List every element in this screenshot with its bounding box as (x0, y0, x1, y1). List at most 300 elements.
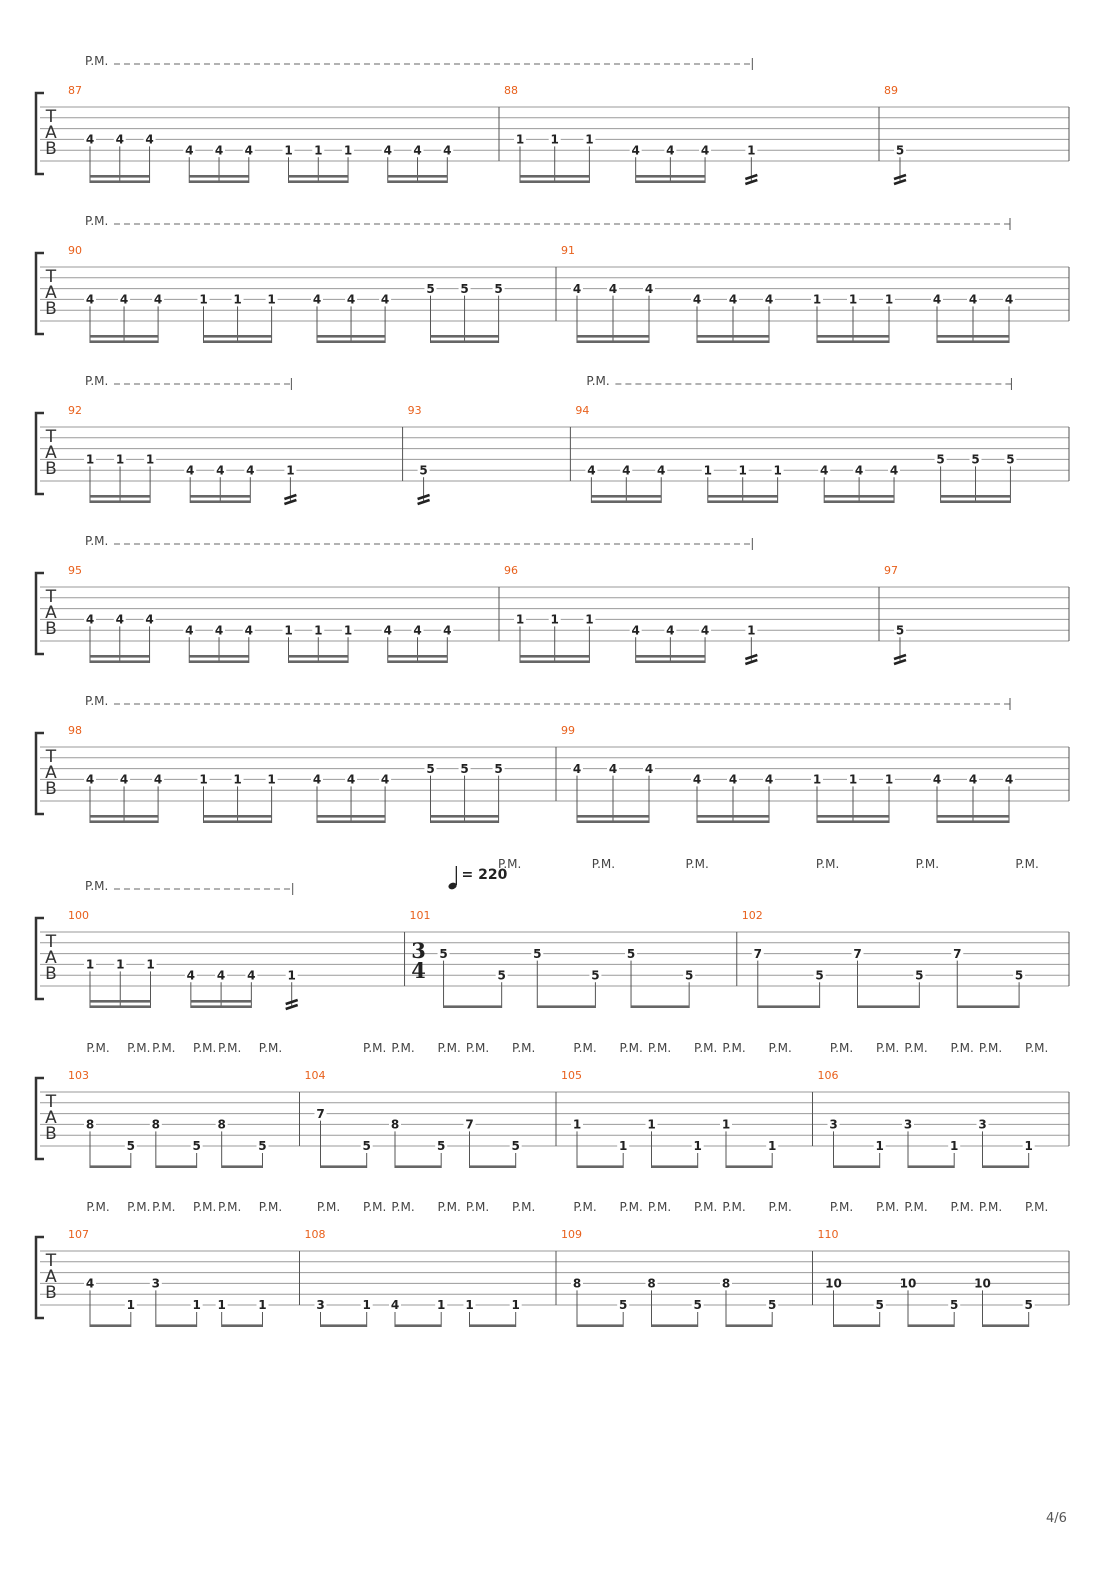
beam (90, 340, 158, 343)
tab-clef-letter: T (45, 932, 57, 952)
palm-mute-label: P.M. (722, 1041, 746, 1055)
fret-number: 4 (587, 463, 596, 478)
system-bracket (36, 253, 44, 334)
fret-number: 5 (1014, 968, 1024, 983)
fret-number: 4 (631, 143, 640, 158)
fret-number: 1 (343, 623, 353, 638)
fret-number: 4 (85, 292, 95, 307)
beam (636, 175, 705, 178)
beam (577, 340, 649, 343)
measure-number: 98 (68, 724, 82, 737)
beam (636, 660, 705, 663)
fret-number: 8 (217, 1117, 226, 1132)
beam (222, 1324, 263, 1327)
fret-number: 4 (608, 761, 618, 776)
fret-number: 1 (343, 143, 353, 158)
fret-number: 1 (465, 1298, 474, 1313)
beam (697, 820, 769, 823)
fret-number: 4 (413, 143, 422, 158)
beam (90, 495, 150, 498)
fret-number: 4 (145, 612, 154, 627)
tab-clef-letter: B (45, 619, 57, 639)
palm-mute-label: P.M. (363, 1041, 387, 1055)
fret-number: 5 (626, 946, 636, 961)
fret-number: 3 (829, 1117, 838, 1132)
fret-number: 1 (1024, 1139, 1033, 1154)
tab-clef-letter: T (45, 1092, 57, 1112)
tab-clef-letter: B (45, 779, 57, 799)
fret-number: 1 (848, 292, 858, 307)
page-number: 4/6 (1046, 1511, 1067, 1526)
beam (321, 1324, 367, 1327)
fret-number: 1 (116, 957, 125, 972)
fret-number: 4 (380, 292, 390, 307)
beam (577, 1165, 623, 1168)
palm-mute-label: P.M. (512, 1041, 536, 1055)
beam (222, 1165, 263, 1168)
fret-number: 5 (460, 281, 469, 296)
fret-number: 1 (721, 1117, 731, 1132)
fret-number: 4 (145, 132, 154, 147)
fret-number: 4 (85, 1276, 95, 1291)
palm-mute-label: P.M. (437, 1200, 461, 1214)
palm-mute-label: P.M. (876, 1200, 900, 1214)
beam (908, 1324, 954, 1327)
beam (652, 1165, 698, 1168)
fret-number: 1 (284, 143, 293, 158)
fret-number: 4 (968, 772, 978, 787)
measure-number: 109 (561, 1228, 582, 1241)
fret-number: 1 (647, 1117, 656, 1132)
beam (289, 175, 349, 178)
palm-mute-label: P.M. (85, 879, 109, 893)
tab-clef-letter: B (45, 1124, 57, 1144)
beam (983, 1324, 1029, 1327)
fret-number: 4 (214, 143, 224, 158)
fret-number: 4 (153, 292, 163, 307)
fret-number: 5 (895, 623, 905, 638)
fret-number: 10 (899, 1276, 917, 1291)
beam (697, 815, 769, 818)
beam (537, 1005, 595, 1008)
palm-mute-label: P.M. (619, 1200, 643, 1214)
beam (388, 175, 448, 178)
fret-number: 5 (258, 1139, 267, 1154)
beam (90, 1005, 151, 1008)
fret-number: 1 (875, 1139, 884, 1154)
fret-number: 4 (932, 772, 942, 787)
palm-mute-label: P.M. (86, 1200, 110, 1214)
palm-mute-label: P.M. (950, 1200, 974, 1214)
fret-number: 5 (126, 1139, 135, 1154)
fret-number: 8 (572, 1276, 582, 1291)
beam (937, 340, 1009, 343)
fret-number: 10 (974, 1276, 991, 1291)
tab-clef-letter: B (45, 459, 57, 479)
beam (577, 815, 649, 818)
fret-number: 1 (585, 612, 594, 627)
fret-number: 4 (115, 612, 124, 627)
fret-number: 1 (773, 463, 782, 478)
beam (90, 655, 150, 658)
fret-number: 5 (437, 1139, 446, 1154)
beam (577, 335, 649, 338)
palm-mute-label: P.M. (512, 1200, 536, 1214)
beam (189, 180, 249, 183)
fret-number: 4 (666, 143, 675, 158)
fret-number: 10 (825, 1276, 842, 1291)
fret-number: 4 (186, 968, 196, 983)
beam (520, 175, 589, 178)
beam (520, 660, 589, 663)
measure-number: 108 (304, 1228, 326, 1241)
fret-number: 4 (820, 463, 829, 478)
fret-number: 1 (585, 132, 594, 147)
fret-number: 5 (497, 968, 506, 983)
fret-number: 4 (1004, 772, 1014, 787)
fret-number: 4 (244, 143, 253, 158)
fret-number: 5 (511, 1139, 520, 1154)
palm-mute-label: P.M. (904, 1041, 928, 1055)
fret-number: 5 (494, 281, 503, 296)
fret-number: 1 (233, 772, 242, 787)
fret-number: 3 (903, 1117, 913, 1132)
measure-number: 103 (68, 1069, 89, 1082)
fret-number: 1 (314, 143, 323, 158)
fret-number: 5 (426, 281, 435, 296)
fret-number: 1 (738, 463, 747, 478)
measure-number: 106 (817, 1069, 839, 1082)
beam (577, 820, 649, 823)
measure-number: 94 (575, 404, 590, 417)
fret-number: 5 (439, 946, 448, 961)
palm-mute-label: P.M. (573, 1200, 597, 1214)
palm-mute-label: P.M. (1015, 857, 1039, 871)
system-bracket (36, 918, 44, 999)
fret-number: 4 (692, 292, 702, 307)
beam (90, 1324, 131, 1327)
fret-number: 8 (721, 1276, 731, 1291)
fret-number: 1 (362, 1298, 371, 1313)
beam (191, 1005, 252, 1008)
fret-number: 4 (608, 281, 618, 296)
palm-mute-label: P.M. (768, 1200, 792, 1214)
tab-clef-letter: A (45, 283, 57, 303)
fret-number: 4 (119, 292, 129, 307)
system-bracket (36, 573, 44, 654)
palm-mute-label: P.M. (127, 1041, 151, 1055)
fret-number: 4 (244, 623, 253, 638)
palm-mute-label: P.M. (815, 857, 840, 871)
measure-number: 96 (504, 564, 518, 577)
fret-number: 4 (443, 143, 452, 158)
fret-number: 4 (889, 463, 899, 478)
fret-number: 1 (85, 452, 95, 467)
tab-clef-letter: T (45, 1251, 57, 1271)
fret-number: 1 (747, 623, 756, 638)
tab-clef-letter: T (45, 107, 57, 127)
fret-number: 4 (186, 463, 195, 478)
tab-clef-letter: A (45, 763, 57, 783)
fret-number: 4 (622, 463, 631, 478)
palm-mute-label: P.M. (217, 1200, 242, 1214)
fret-number: 4 (728, 292, 738, 307)
fret-number: 4 (246, 463, 255, 478)
palm-mute-label: P.M. (192, 1041, 217, 1055)
beam (321, 1165, 367, 1168)
palm-mute-label: P.M. (978, 1200, 1003, 1214)
fret-number: 1 (703, 463, 712, 478)
fret-number: 5 (895, 143, 905, 158)
fret-number: 1 (550, 132, 559, 147)
fret-number: 1 (217, 1298, 226, 1313)
beam (577, 1324, 623, 1327)
fret-number: 4 (85, 772, 95, 787)
fret-number: 7 (953, 946, 962, 961)
fret-number: 4 (700, 143, 710, 158)
fret-number: 5 (591, 968, 600, 983)
fret-number: 1 (85, 957, 95, 972)
measure-number: 99 (561, 724, 575, 737)
tab-clef-letter: A (45, 1108, 57, 1128)
beam (957, 1005, 1019, 1008)
beam (444, 1005, 502, 1008)
system-bracket (36, 93, 44, 174)
fret-number: 3 (151, 1276, 161, 1291)
fret-number: 1 (884, 772, 894, 787)
fret-number: 7 (853, 946, 862, 961)
measure-number: 102 (741, 909, 763, 922)
fret-number: 1 (287, 968, 296, 983)
fret-number: 1 (192, 1298, 201, 1313)
beam (317, 815, 385, 818)
time-signature-bottom: 4 (411, 958, 426, 983)
fret-number: 4 (764, 292, 774, 307)
beam (858, 1005, 920, 1008)
fret-number: 1 (286, 463, 295, 478)
palm-mute-label: P.M. (904, 1200, 928, 1214)
fret-number: 5 (936, 452, 945, 467)
palm-mute-label: P.M. (85, 214, 109, 228)
beam (817, 820, 889, 823)
fret-number: 1 (812, 292, 822, 307)
palm-mute-label: P.M. (915, 857, 940, 871)
beam (317, 335, 385, 338)
fret-number: 4 (644, 761, 654, 776)
beam (941, 500, 1011, 503)
beam (817, 335, 889, 338)
beam (388, 655, 448, 658)
fret-number: 1 (126, 1298, 135, 1313)
fret-number: 1 (258, 1298, 267, 1313)
palm-mute-label: P.M. (876, 1041, 900, 1055)
palm-mute-label: P.M. (1025, 1200, 1049, 1214)
palm-mute-label: P.M. (152, 1200, 176, 1214)
fret-number: 7 (753, 946, 762, 961)
fret-number: 4 (383, 143, 392, 158)
measure-number: 87 (68, 84, 82, 97)
tab-clef-letter: B (45, 139, 57, 159)
palm-mute-label: P.M. (316, 1200, 341, 1214)
beam (824, 495, 894, 498)
fret-number: 8 (85, 1117, 95, 1132)
fret-number: 5 (460, 761, 469, 776)
fret-number: 4 (346, 772, 356, 787)
beam (591, 500, 661, 503)
palm-mute-label: P.M. (152, 1041, 176, 1055)
fret-number: 4 (572, 761, 582, 776)
fret-number: 1 (884, 292, 894, 307)
fret-number: 1 (145, 452, 155, 467)
fret-number: 4 (214, 623, 224, 638)
beam (708, 500, 778, 503)
fret-number: 5 (768, 1298, 777, 1313)
fret-number: 5 (915, 968, 924, 983)
fret-number: 5 (619, 1298, 628, 1313)
fret-number: 1 (693, 1139, 702, 1154)
beam (156, 1165, 197, 1168)
beam (470, 1324, 516, 1327)
fret-number: 4 (666, 623, 675, 638)
beam (289, 660, 349, 663)
fret-number: 4 (692, 772, 702, 787)
palm-mute-label: P.M. (85, 374, 109, 388)
beam (726, 1165, 772, 1168)
palm-mute-label: P.M. (217, 1041, 242, 1055)
beam (431, 815, 499, 818)
fret-number: 4 (854, 463, 864, 478)
beam (90, 820, 158, 823)
palm-mute-label: P.M. (85, 54, 109, 68)
beam (470, 1165, 516, 1168)
beam (937, 815, 1009, 818)
fret-number: 4 (644, 281, 654, 296)
palm-mute-label: P.M. (1025, 1041, 1049, 1055)
fret-number: 1 (314, 623, 323, 638)
fret-number: 4 (1004, 292, 1014, 307)
fret-number: 4 (700, 623, 710, 638)
beam (824, 500, 894, 503)
fret-number: 1 (233, 292, 242, 307)
fret-number: 4 (968, 292, 978, 307)
measure-number: 89 (884, 84, 898, 97)
fret-number: 4 (153, 772, 163, 787)
fret-number: 1 (572, 1117, 582, 1132)
fret-number: 5 (494, 761, 503, 776)
palm-mute-label: P.M. (391, 1041, 415, 1055)
fret-number: 4 (312, 772, 322, 787)
palm-mute-label: P.M. (647, 1200, 672, 1214)
fret-number: 4 (185, 623, 194, 638)
beam (204, 340, 272, 343)
palm-mute-label: P.M. (694, 1041, 718, 1055)
palm-mute-label: P.M. (768, 1041, 792, 1055)
tab-clef-letter: A (45, 948, 57, 968)
beam (90, 660, 150, 663)
fret-number: 1 (515, 612, 525, 627)
fret-number: 1 (267, 772, 276, 787)
measure-number: 92 (68, 404, 82, 417)
palm-mute-label: P.M. (465, 1200, 490, 1214)
system-bracket (36, 413, 44, 494)
fret-number: 5 (419, 463, 428, 478)
fret-number: 4 (185, 143, 194, 158)
palm-mute-label: P.M. (363, 1200, 387, 1214)
beam (983, 1165, 1029, 1168)
fret-number: 4 (119, 772, 129, 787)
measure-number: 93 (407, 404, 422, 417)
fret-number: 4 (216, 463, 225, 478)
fret-number: 8 (151, 1117, 161, 1132)
fret-number: 1 (812, 772, 822, 787)
beam (388, 660, 448, 663)
measure-number: 107 (68, 1228, 89, 1241)
fret-number: 5 (950, 1298, 959, 1313)
fret-number: 1 (511, 1298, 520, 1313)
beam (388, 180, 448, 183)
beam (937, 820, 1009, 823)
beam (190, 495, 250, 498)
system-bracket (36, 1237, 44, 1318)
fret-number: 4 (85, 132, 95, 147)
fret-number: 4 (85, 612, 95, 627)
beam (636, 655, 705, 658)
palm-mute-label: P.M. (694, 1200, 718, 1214)
fret-number: 4 (764, 772, 774, 787)
palm-mute-label: P.M. (573, 1041, 597, 1055)
tab-clef-letter: A (45, 443, 57, 463)
tab-clef-letter: T (45, 587, 57, 607)
fret-number: 5 (362, 1139, 371, 1154)
fret-number: 4 (383, 623, 392, 638)
tab-clef-letter: B (45, 964, 57, 984)
palm-mute-label: P.M. (950, 1041, 974, 1055)
fret-number: 4 (631, 623, 640, 638)
beam (697, 335, 769, 338)
beam (90, 335, 158, 338)
beam (189, 660, 249, 663)
measure-number: 91 (561, 244, 575, 257)
palm-mute-label: P.M. (437, 1041, 461, 1055)
beam (636, 180, 705, 183)
system-bracket (36, 1078, 44, 1159)
palm-mute-label: P.M. (829, 1041, 854, 1055)
beam (591, 495, 661, 498)
fret-number: 4 (312, 292, 322, 307)
time-signature-top: 3 (411, 938, 426, 963)
beam (191, 1000, 252, 1003)
beam (937, 335, 1009, 338)
beam (834, 1324, 880, 1327)
palm-mute-label: P.M. (391, 1200, 415, 1214)
beam (204, 815, 272, 818)
palm-mute-label: P.M. (647, 1041, 672, 1055)
fret-number: 1 (848, 772, 858, 787)
fret-number: 5 (875, 1298, 884, 1313)
tab-clef-letter: A (45, 123, 57, 143)
palm-mute-label: P.M. (258, 1200, 283, 1214)
palm-mute-label: P.M. (619, 1041, 643, 1055)
beam (90, 180, 150, 183)
beam (697, 340, 769, 343)
measure-number: 104 (304, 1069, 326, 1082)
fret-number: 5 (693, 1298, 702, 1313)
measure-number: 90 (68, 244, 82, 257)
palm-mute-label: P.M. (722, 1200, 746, 1214)
fret-number: 4 (443, 623, 452, 638)
fret-number: 1 (619, 1139, 628, 1154)
tab-clef-letter: T (45, 267, 57, 287)
